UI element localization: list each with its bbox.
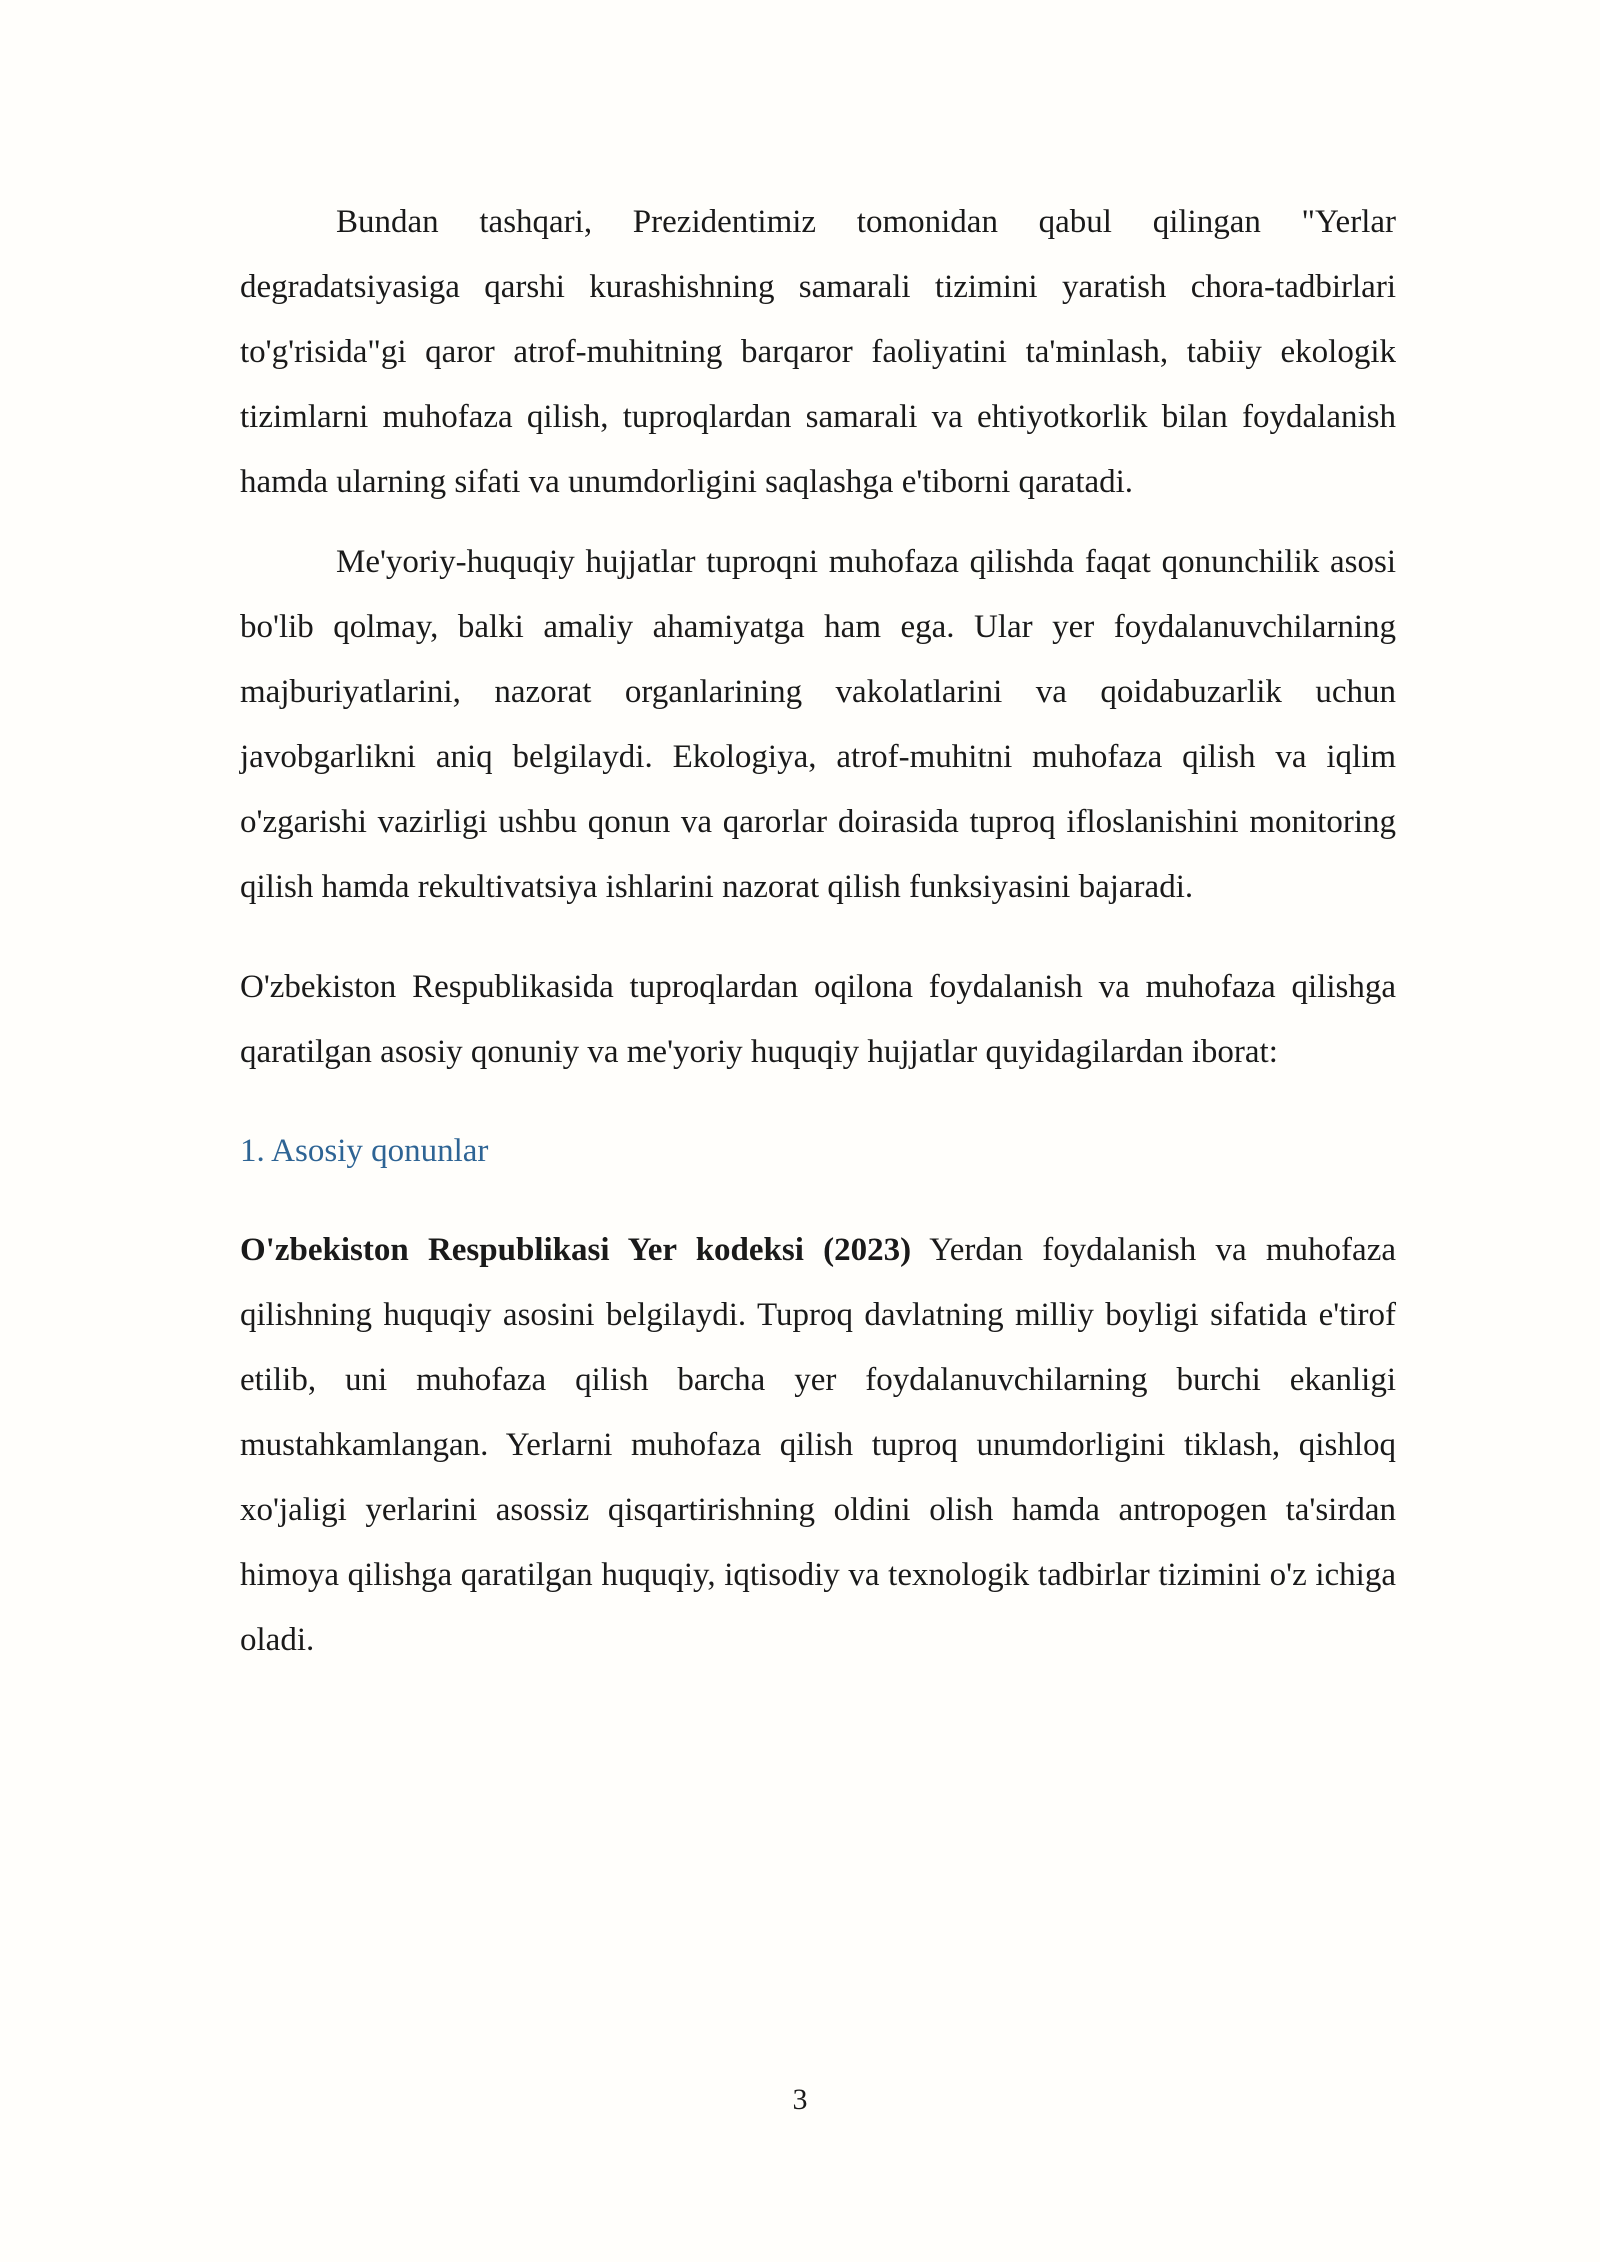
body-paragraph bbox=[240, 1218, 1396, 1673]
page-number: 3 bbox=[792, 2083, 808, 2116]
body-paragraph: O'zbekiston Respublikasida tuproqlardan oqilona foydalanish va muhofaza qilishga qaratilgan asosiy qonuniy va me'yoriy huquqiy hujjatlar quyidagilardan iborat: bbox=[240, 969, 1396, 1070]
body-paragraph: Me'yoriy-huquqiy hujjatlar tuproqni muhofaza qilishda faqat qonunchilik asosi bo'lib qolmay, balki amaliy ahamiyatga ham ega. Ular yer foydalanuvchilarning majburiyatlarini, nazorat organlarining vakolatlarini va qoidabuzarlik uchun javobgarlikni aniq belgilaydi. Ekologiya, atrof-muhitni muhofaza qilish va iqlim o'zgarishi vazirligi ushbu qonun va qarorlar doirasida tuproq ifloslanishini monitoring qilish hamda rekultivatsiya ishlarini nazorat qilish funksiyasini bajaradi. bbox=[240, 544, 1396, 905]
bold-lead-text: O'zbekiston Respublikasi Yer kodeksi (2023) bbox=[240, 1232, 912, 1268]
paragraph-text: Yerdan foydalanish va muhofaza qilishning huquqiy asosini belgilaydi. Tuproq davlatning milliy boyligi sifatida e'tirof etilib, uni muhofaza qilish barcha yer foydalanuvchilarning burchi ekanligi mustahkamlangan. Yerlarni muhofaza qilish tuproq unumdorligini tiklash, qishloq xo'jaligi yerlarini asossiz qisqartirishning oldini olish hamda antropogen ta'sirdan himoya qilishga qaratilgan huquqiy, iqtisodiy va texnologik tadbirlar tizimini o'z ichiga oladi. bbox=[240, 1232, 1396, 1658]
body-paragraph: Bundan tashqari, Prezidentimiz tomonidan qabul qilingan "Yerlar degradatsiyasiga qarshi kurashishning samarali tizimini yaratish chora-tadbirlari to'g'risida"gi qaror atrof-muhitning barqaror faoliyatini ta'minlash, tabiiy ekologik tizimlarni muhofaza qilish, tuproqlardan samarali va ehtiyotkorlik bilan foydalanish hamda ularning sifati va unumdorligini saqlashga e'tiborni qaratadi. bbox=[240, 204, 1396, 500]
document-page bbox=[240, 190, 1396, 1673]
section-heading: 1. Asosiy qonunlar bbox=[240, 1133, 489, 1169]
